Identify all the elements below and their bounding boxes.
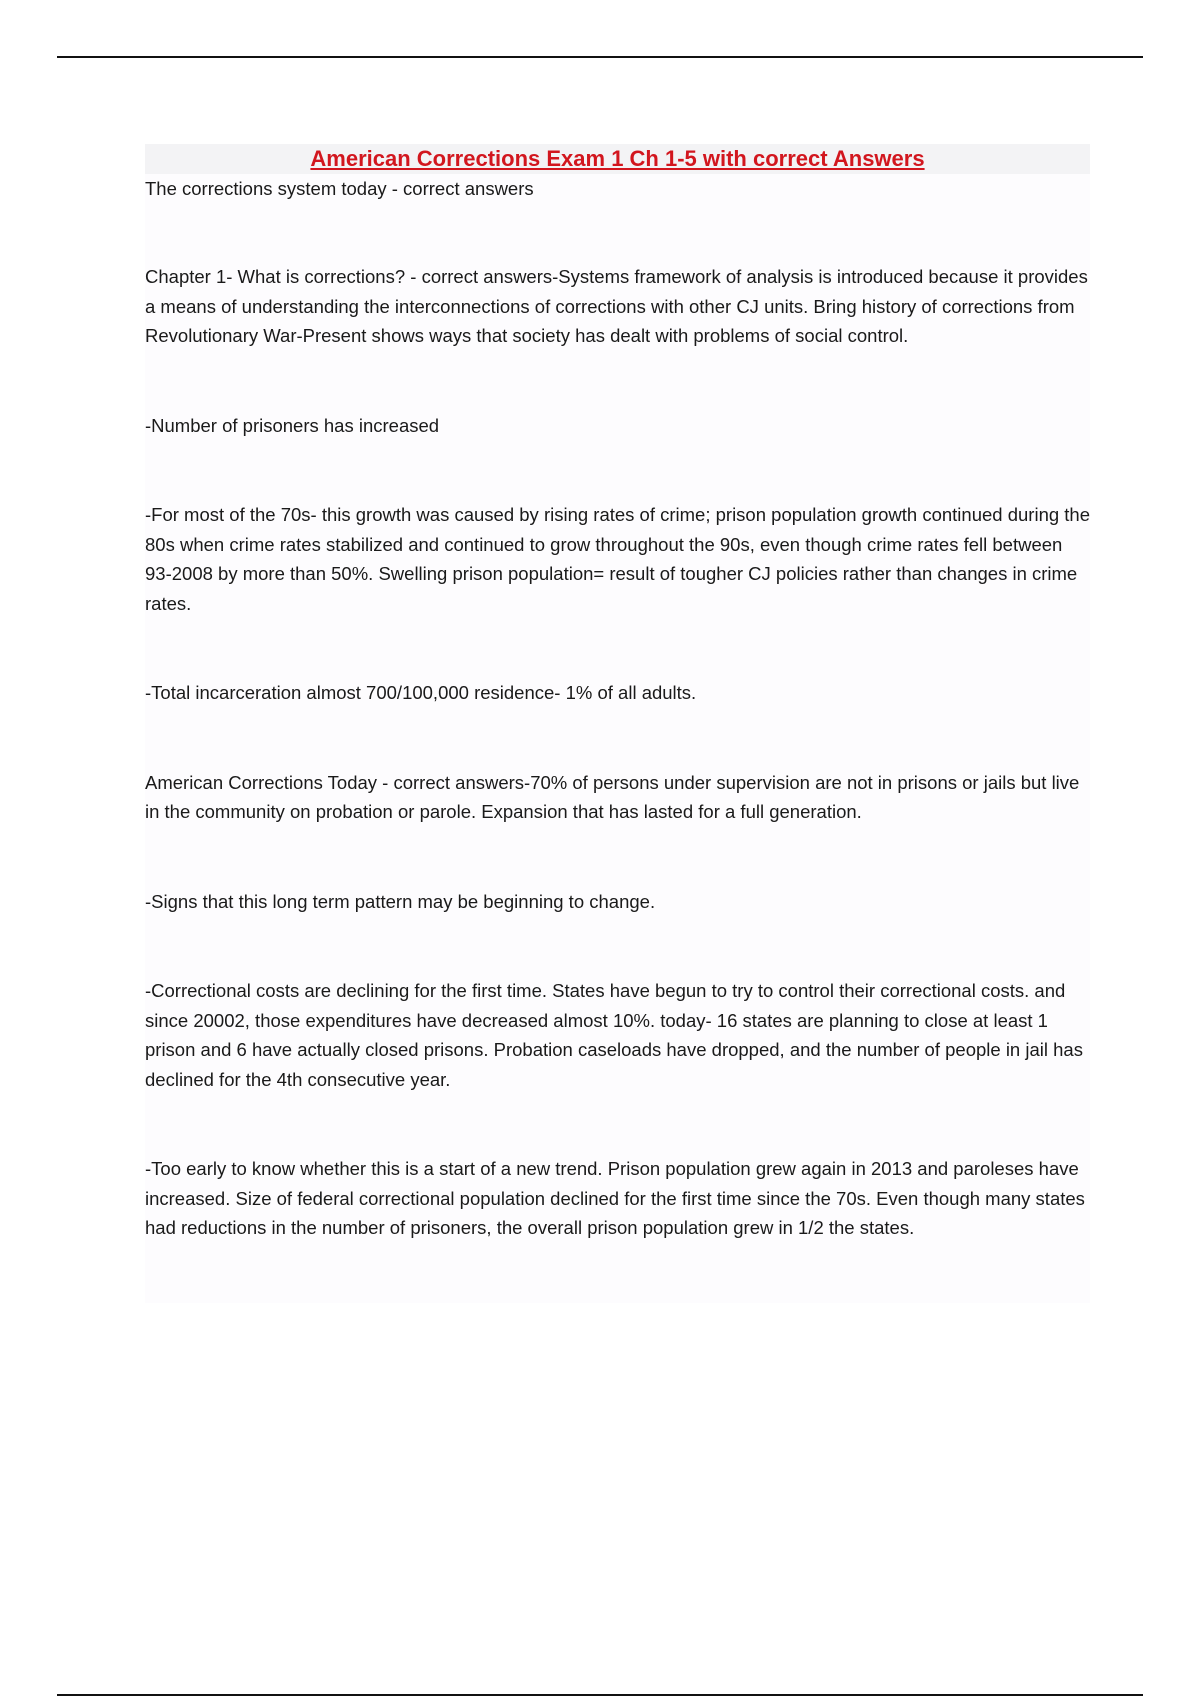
paragraph-total-incarceration: -Total incarceration almost 700/100,000 residence- 1% of all adults. [145, 682, 697, 703]
header-rule [57, 56, 1143, 58]
document-title: American Corrections Exam 1 Ch 1-5 with correct Answers [310, 146, 925, 171]
document-body [145, 144, 1090, 1303]
paragraph-correctional-costs: -Correctional costs are declining for the first time. States have begun to try to control their correctional costs. and since 20002, those expenditures have decreased almost 10%. today- 16 states are planning to close at least 1 prison and 6 have actually closed prisons. Probation caseloads have dropped, and the number of people in jail has declined for the 4th consecutive year. [145, 980, 1083, 1090]
footer-rule [57, 1694, 1143, 1696]
document-subtitle: The corrections system today - correct answers [145, 178, 534, 199]
title-bar [145, 144, 1090, 174]
paragraph-chapter-1: Chapter 1- What is corrections? - correct answers-Systems framework of analysis is introduced because it provides a means of understanding the interconnections of corrections with other CJ units. Bring history of corrections from Revolutionary War-Present shows ways that society has dealt with problems of social control. [145, 266, 1088, 346]
paragraph-prisoners-increased: -Number of prisoners has increased [145, 414, 440, 436]
paragraph-signs-of-change: -Signs that this long term pattern may be beginning to change. [145, 890, 656, 912]
paragraph-american-corrections-today: American Corrections Today - correct answers-70% of persons under supervision are not in prisons or jails but live in the community on probation or parole. Expansion that has lasted for a full generation. [145, 771, 1080, 822]
paragraph-too-early: -Too early to know whether this is a start of a new trend. Prison population grew again in 2013 and paroleses have increased. Size of federal correctional population declined for the first time since the 70s. Even though many states had reductions in the number of prisoners, the overall prison population grew in 1/2 the states. [145, 1158, 1085, 1238]
paragraph-70s-growth: -For most of the 70s- this growth was caused by rising rates of crime; prison population growth continued during the 80s when crime rates stabilized and continued to grow throughout the 90s, even though crime rates fell between 93-2008 by more than 50%. Swelling prison population= result of tougher CJ policies rather than changes in crime rates. [145, 504, 1090, 614]
